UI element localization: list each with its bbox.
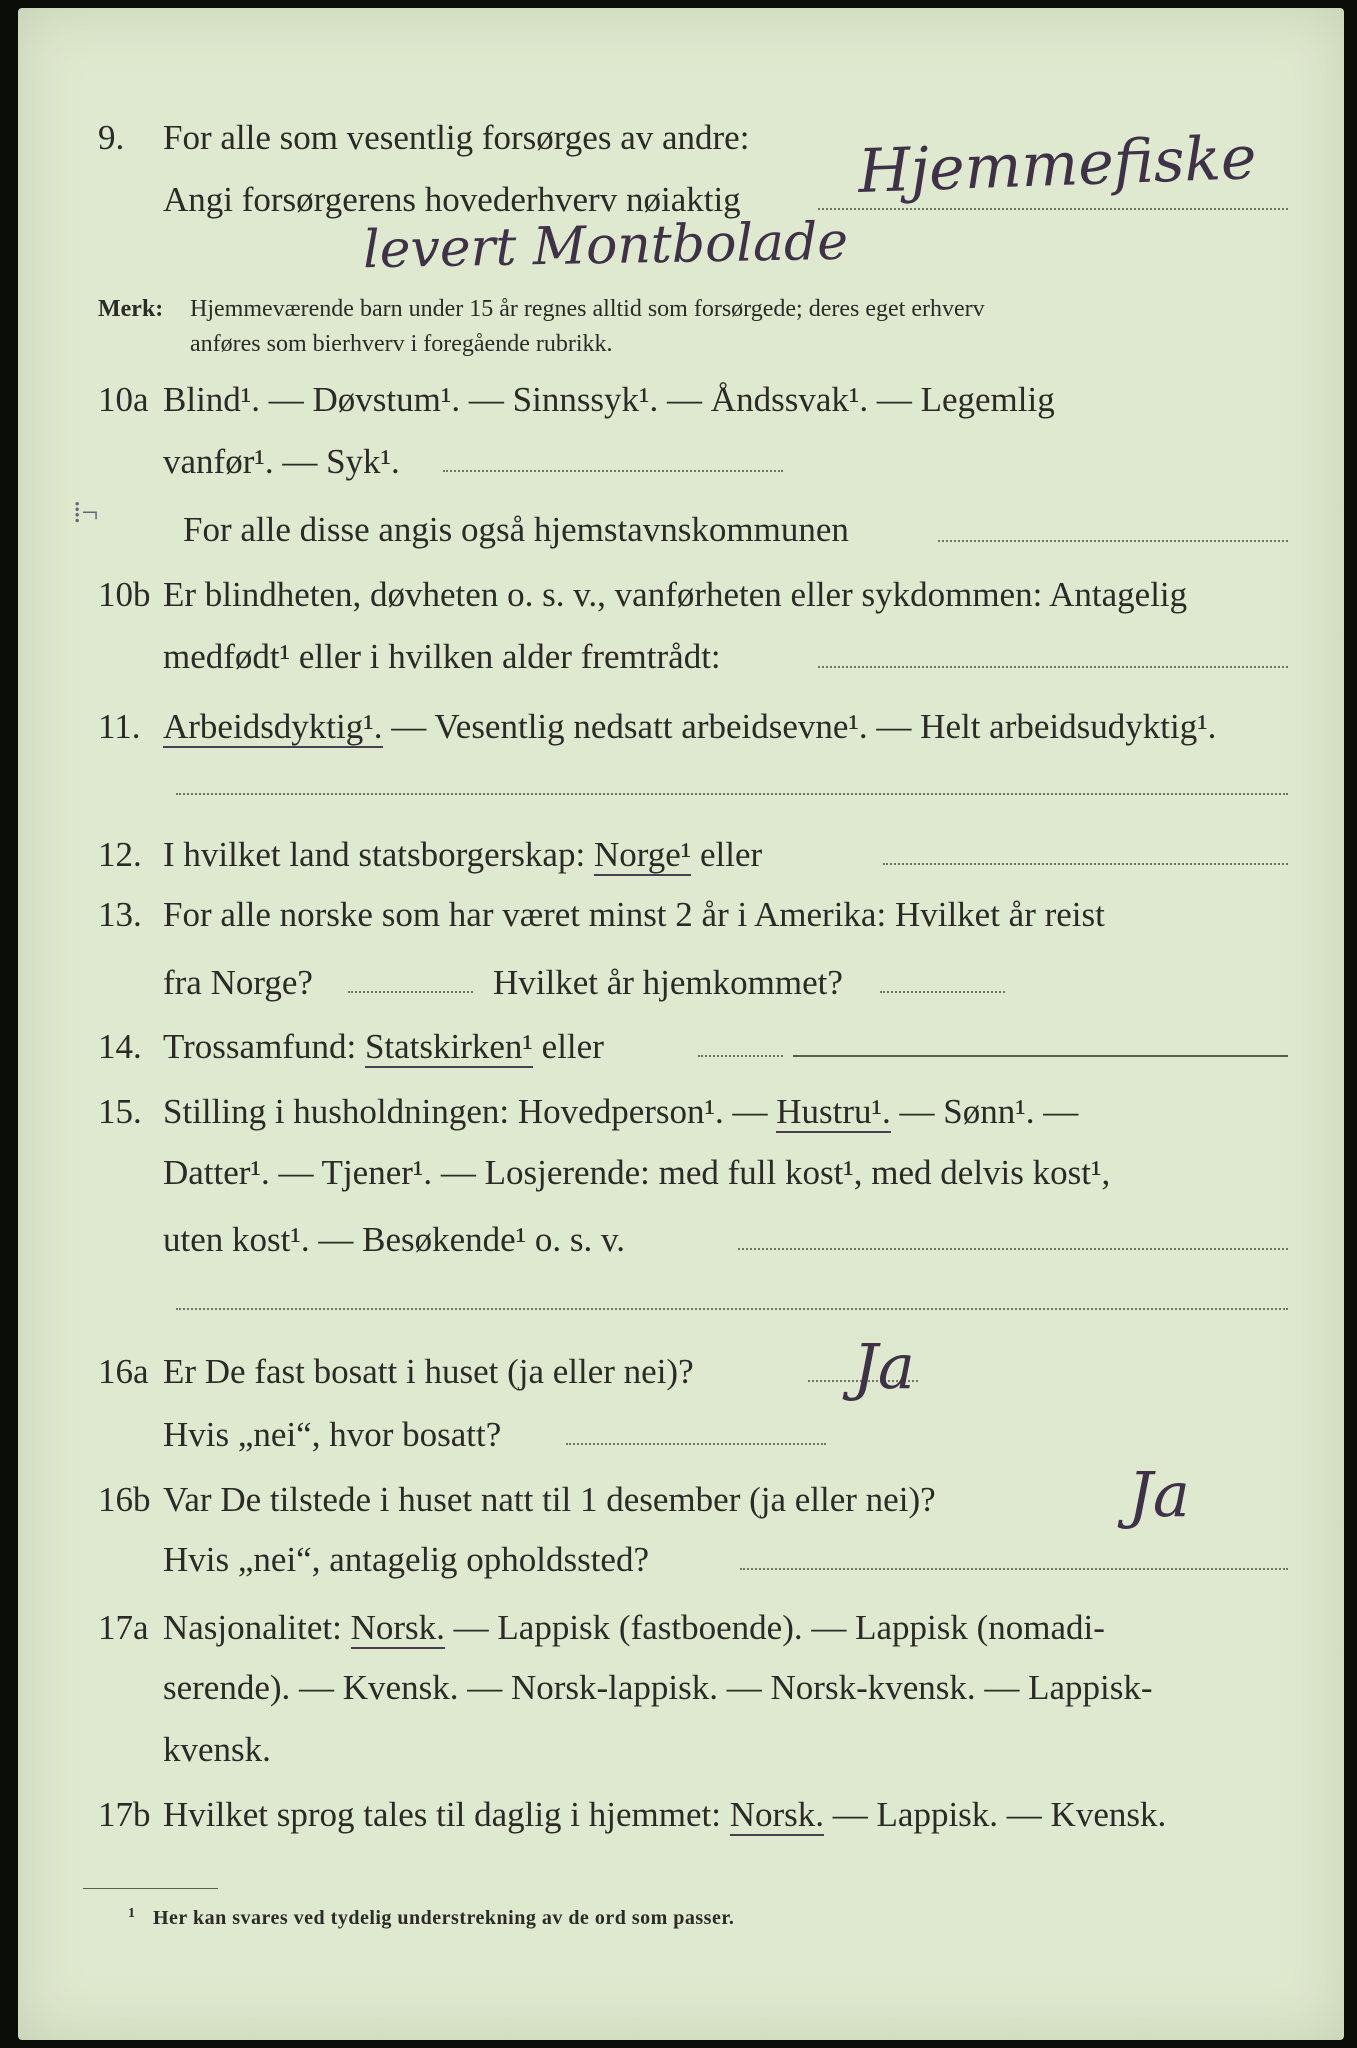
q9-answer-line1[interactable]	[818, 208, 1288, 210]
q15-options-b: — Sønn¹. —	[890, 1092, 1079, 1131]
q13-hjemkommet-answer-line[interactable]	[880, 991, 1005, 993]
q17a-text-line3: kvensk.	[163, 1730, 271, 1769]
q9-text-line2: Angi forsørgerens hovederhverv nøiaktig	[163, 180, 741, 219]
q14-answer-dots[interactable]	[698, 1055, 783, 1057]
q10b-answer-line[interactable]	[818, 666, 1288, 668]
q10a-kommune-answer-line[interactable]	[938, 540, 1288, 542]
q17a-options-a: — Lappisk (fastboende). — Lappisk (nomadi-	[444, 1608, 1105, 1647]
q13-text-line1: For alle norske som har været minst 2 år i Amerika: Hvilket år reist	[163, 895, 1105, 934]
q15-underlined-option: Hustru¹.	[776, 1092, 891, 1131]
q16b-number: 16b	[98, 1480, 151, 1519]
q9-number: 9.	[98, 118, 125, 157]
footnote-divider	[83, 1888, 218, 1889]
q15-text-line2: Datter¹. — Tjener¹. — Losjerende: med full kost¹, med delvis kost¹,	[163, 1153, 1111, 1192]
q14-answer-line[interactable]	[793, 1055, 1288, 1057]
q15-text-line1	[163, 1090, 1078, 1134]
q16b-text-line1: Var De tilstede i huset natt til 1 desember (ja eller nei)?	[163, 1480, 936, 1519]
q17b-underlined-option: Norsk.	[729, 1795, 825, 1834]
q13-text-line2a: fra Norge?	[163, 963, 313, 1002]
q14-question: Trossamfund:	[163, 1027, 365, 1066]
q10a-text-line2: vanfør¹. — Syk¹.	[163, 442, 400, 481]
q12-answer-line[interactable]	[883, 863, 1288, 865]
q13-text-line2b: Hvilket år hjemkommet?	[493, 963, 843, 1002]
footnote-text: Her kan svares ved tydelig understrekning av de ord som passer.	[153, 1907, 735, 1929]
q17a-text-line2: serende). — Kvensk. — Norsk-lappisk. — Norsk-kvensk. — Lappisk-	[163, 1668, 1153, 1707]
q12-question: I hvilket land statsborgerskap:	[163, 835, 594, 874]
q12-other: eller	[691, 835, 763, 874]
q11-other-options: — Vesentlig nedsatt arbeidsevne¹. — Helt arbeidsudyktig¹.	[382, 707, 1217, 746]
merk-text-line2: anføres som bierhverv i foregående rubrikk.	[190, 331, 613, 357]
q16a-number: 16a	[98, 1352, 149, 1391]
q17b-text	[163, 1793, 1166, 1837]
q17a-underlined-option: Norsk.	[350, 1608, 445, 1647]
q10a-syk-answer-line[interactable]	[443, 470, 783, 472]
q16b-text-line2: Hvis „nei“, antagelig opholdssted?	[163, 1540, 649, 1579]
q16a-bosatt-answer-line[interactable]	[566, 1443, 826, 1445]
q10b-number: 10b	[98, 575, 151, 614]
q10a-text-line1: Blind¹. — Døvstum¹. — Sinnssyk¹. — Åndssvak¹. — Legemlig	[163, 380, 1055, 419]
q9-handwritten-answer2: levert Montbolade	[362, 211, 849, 281]
q15-answer-line1[interactable]	[738, 1248, 1288, 1250]
q16a-text-line1: Er De fast bosatt i huset (ja eller nei)?	[163, 1352, 694, 1391]
q11-number: 11.	[98, 707, 141, 746]
merk-text-line1: Hjemmeværende barn under 15 år regnes alltid som forsørgede; deres eget erhverv	[190, 296, 985, 322]
q15-text-line3: uten kost¹. — Besøkende¹ o. s. v.	[163, 1220, 626, 1259]
q15-options-a: Stilling i husholdningen: Hovedperson¹. —	[163, 1092, 777, 1131]
footnote-marker: 1	[128, 1906, 136, 1921]
q16a-text-line2: Hvis „nei“, hvor bosatt?	[163, 1415, 502, 1454]
q14-underlined-option: Statskirken¹	[364, 1027, 533, 1066]
q12-underlined-option: Norge¹	[593, 835, 692, 874]
q11-text	[163, 705, 1216, 749]
q9-handwritten-answer1: Hjemmefiske	[856, 123, 1258, 207]
q17a-text-line1	[163, 1606, 1105, 1650]
q12-text	[163, 833, 762, 877]
q14-text	[163, 1025, 604, 1069]
q11-answer-line[interactable]	[176, 793, 1288, 795]
q9-text-line1: For alle som vesentlig forsørges av andre:	[163, 118, 750, 157]
q17a-question: Nasjonalitet:	[163, 1608, 351, 1647]
q14-other: eller	[532, 1027, 604, 1066]
q13-reist-answer-line[interactable]	[348, 991, 473, 993]
q16a-handwritten-answer: Ja	[853, 1330, 915, 1403]
q15-number: 15.	[98, 1092, 142, 1131]
q17b-other-options: — Lappisk. — Kvensk.	[824, 1795, 1167, 1834]
q10b-text-line1: Er blindheten, døvheten o. s. v., vanførheten eller sykdommen: Antagelig	[163, 575, 1188, 614]
q17b-number: 17b	[98, 1795, 151, 1834]
q16b-opholdssted-answer-line[interactable]	[740, 1568, 1288, 1570]
q12-number: 12.	[98, 835, 142, 874]
margin-pencil-mark: ⁞¬	[73, 496, 99, 529]
q16b-handwritten-answer: Ja	[1128, 1458, 1190, 1531]
q10a-number: 10a	[98, 380, 149, 419]
q10a-text-line3: For alle disse angis også hjemstavnskommunen	[183, 510, 849, 549]
q17a-number: 17a	[98, 1608, 149, 1647]
q13-number: 13.	[98, 895, 142, 934]
q14-number: 14.	[98, 1027, 142, 1066]
census-form-page	[18, 8, 1344, 2040]
q15-answer-line2[interactable]	[176, 1308, 1288, 1310]
q10b-text-line2: medfødt¹ eller i hvilken alder fremtrådt:	[163, 637, 721, 676]
merk-label: Merk:	[98, 296, 164, 322]
q11-underlined-option: Arbeidsdyktig¹.	[163, 707, 383, 746]
q17b-question: Hvilket sprog tales til daglig i hjemmet:	[163, 1795, 730, 1834]
